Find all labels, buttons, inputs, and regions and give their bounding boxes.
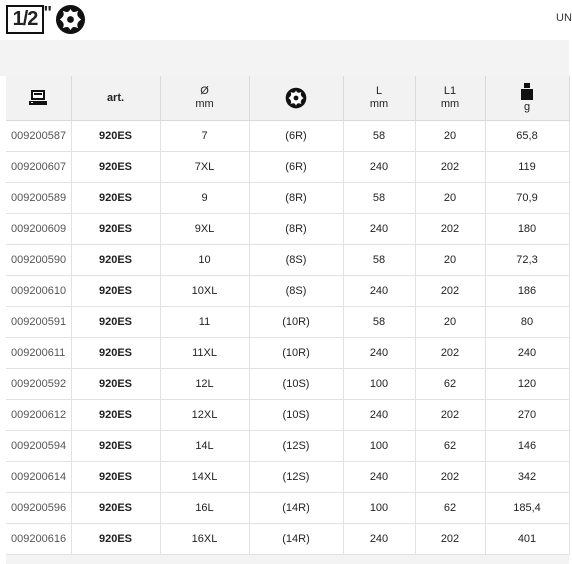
- cell-art: 920ES: [71, 524, 160, 555]
- cell-art: 920ES: [71, 462, 160, 493]
- cell-profile: (10S): [249, 400, 343, 431]
- cell-L: 58: [343, 307, 415, 338]
- table-row[interactable]: [6, 276, 569, 307]
- cell-art: 920ES: [71, 276, 160, 307]
- table-header-row: [6, 76, 569, 121]
- cell-profile: (8R): [249, 183, 343, 214]
- cell-weight: 65,8: [485, 121, 569, 152]
- cell-code: 009200612: [6, 400, 71, 431]
- cell-weight: 146: [485, 431, 569, 462]
- cell-art: 920ES: [71, 183, 160, 214]
- cell-profile: (10R): [249, 338, 343, 369]
- cell-dia: 11: [160, 307, 249, 338]
- cell-profile: (8S): [249, 276, 343, 307]
- cell-dia: 14XL: [160, 462, 249, 493]
- cell-profile: (14R): [249, 524, 343, 555]
- torx-star-icon: [285, 87, 307, 109]
- table-row[interactable]: [6, 493, 569, 524]
- cell-dia: 7XL: [160, 152, 249, 183]
- cell-L: 240: [343, 152, 415, 183]
- cell-L1: 202: [415, 462, 485, 493]
- product-table: [6, 76, 570, 555]
- table-row[interactable]: [6, 400, 569, 431]
- cell-L: 240: [343, 400, 415, 431]
- cell-dia: 11XL: [160, 338, 249, 369]
- cell-L: 100: [343, 493, 415, 524]
- cell-L1: 202: [415, 152, 485, 183]
- cell-code: 009200610: [6, 276, 71, 307]
- table-row[interactable]: [6, 245, 569, 276]
- table-row[interactable]: [6, 307, 569, 338]
- cell-code: 009200590: [6, 245, 71, 276]
- cell-art: 920ES: [71, 338, 160, 369]
- cell-weight: 186: [485, 276, 569, 307]
- cell-dia: 16L: [160, 493, 249, 524]
- cell-L1: 20: [415, 307, 485, 338]
- drive-size-badge: [6, 3, 51, 34]
- cell-dia: 14L: [160, 431, 249, 462]
- cell-art: 920ES: [71, 431, 160, 462]
- cell-dia: 10XL: [160, 276, 249, 307]
- cell-L1: 20: [415, 183, 485, 214]
- gray-band: [0, 40, 569, 76]
- inch-mark: ": [43, 3, 51, 23]
- cell-weight: 185,4: [485, 493, 569, 524]
- cell-code: 009200587: [6, 121, 71, 152]
- cell-profile: (6R): [249, 152, 343, 183]
- cell-L: 240: [343, 462, 415, 493]
- cell-code: 009200592: [6, 369, 71, 400]
- cell-weight: 119: [485, 152, 569, 183]
- cell-weight: 342: [485, 462, 569, 493]
- cell-art: 920ES: [71, 245, 160, 276]
- cell-L1: 202: [415, 524, 485, 555]
- col-header-L1: L1 mm: [415, 76, 485, 121]
- cell-L: 58: [343, 183, 415, 214]
- cell-code: 009200594: [6, 431, 71, 462]
- col-header-weight: g: [485, 76, 569, 121]
- col-header-code: [6, 76, 71, 121]
- cell-art: 920ES: [71, 121, 160, 152]
- cell-profile: (12S): [249, 462, 343, 493]
- cell-art: 920ES: [71, 214, 160, 245]
- cell-profile: (6R): [249, 121, 343, 152]
- cell-dia: 9XL: [160, 214, 249, 245]
- cell-L1: 202: [415, 214, 485, 245]
- cell-art: 920ES: [71, 152, 160, 183]
- col-header-profile: [249, 76, 343, 121]
- drive-size-label: 1/2: [12, 8, 38, 30]
- cell-art: 920ES: [71, 493, 160, 524]
- table-row[interactable]: [6, 121, 569, 152]
- cell-L: 100: [343, 431, 415, 462]
- product-table-container: [6, 76, 569, 564]
- cell-dia: 7: [160, 121, 249, 152]
- table-body: [6, 121, 569, 555]
- table-row[interactable]: [6, 462, 569, 493]
- cell-weight: 270: [485, 400, 569, 431]
- cell-art: 920ES: [71, 400, 160, 431]
- cell-dia: 12L: [160, 369, 249, 400]
- cell-code: 009200607: [6, 152, 71, 183]
- cell-weight: 80: [485, 307, 569, 338]
- cell-dia: 12XL: [160, 400, 249, 431]
- cell-code: 009200591: [6, 307, 71, 338]
- cell-profile: (10S): [249, 369, 343, 400]
- table-row[interactable]: [6, 152, 569, 183]
- cell-weight: 70,9: [485, 183, 569, 214]
- cell-L: 240: [343, 276, 415, 307]
- cell-L1: 20: [415, 121, 485, 152]
- cell-profile: (12S): [249, 431, 343, 462]
- cell-L1: 202: [415, 400, 485, 431]
- cell-profile: (8R): [249, 214, 343, 245]
- cell-code: 009200616: [6, 524, 71, 555]
- weight-icon: [519, 83, 535, 101]
- col-header-diameter: Ø mm: [160, 76, 249, 121]
- top-right-text: UN: [556, 12, 572, 24]
- cell-L1: 202: [415, 276, 485, 307]
- table-row[interactable]: [6, 431, 569, 462]
- col-header-L: L mm: [343, 76, 415, 121]
- col-header-art: art.: [71, 76, 160, 121]
- cell-code: 009200596: [6, 493, 71, 524]
- cell-L: 58: [343, 121, 415, 152]
- cell-L: 100: [343, 369, 415, 400]
- cell-code: 009200614: [6, 462, 71, 493]
- cell-profile: (14R): [249, 493, 343, 524]
- cell-art: 920ES: [71, 369, 160, 400]
- cell-dia: 10: [160, 245, 249, 276]
- table-row[interactable]: [6, 524, 569, 555]
- top-bar: [0, 0, 572, 40]
- cell-L: 240: [343, 524, 415, 555]
- table-row[interactable]: [6, 338, 569, 369]
- cell-weight: 120: [485, 369, 569, 400]
- table-row[interactable]: [6, 214, 569, 245]
- cell-dia: 9: [160, 183, 249, 214]
- cell-L1: 202: [415, 338, 485, 369]
- cell-L: 240: [343, 338, 415, 369]
- cell-dia: 16XL: [160, 524, 249, 555]
- cell-code: 009200611: [6, 338, 71, 369]
- cell-profile: (10R): [249, 307, 343, 338]
- cell-weight: 180: [485, 214, 569, 245]
- cell-L: 58: [343, 245, 415, 276]
- cell-weight: 240: [485, 338, 569, 369]
- cell-weight: 401: [485, 524, 569, 555]
- cell-L1: 20: [415, 245, 485, 276]
- cell-code: 009200609: [6, 214, 71, 245]
- table-row[interactable]: [6, 369, 569, 400]
- cell-code: 009200589: [6, 183, 71, 214]
- cell-profile: (8S): [249, 245, 343, 276]
- table-row[interactable]: [6, 183, 569, 214]
- cell-L: 240: [343, 214, 415, 245]
- computer-icon: [28, 90, 48, 106]
- cell-L1: 62: [415, 369, 485, 400]
- cell-L1: 62: [415, 431, 485, 462]
- cell-art: 920ES: [71, 307, 160, 338]
- cell-L1: 62: [415, 493, 485, 524]
- cell-weight: 72,3: [485, 245, 569, 276]
- torx-star-icon: [55, 4, 86, 35]
